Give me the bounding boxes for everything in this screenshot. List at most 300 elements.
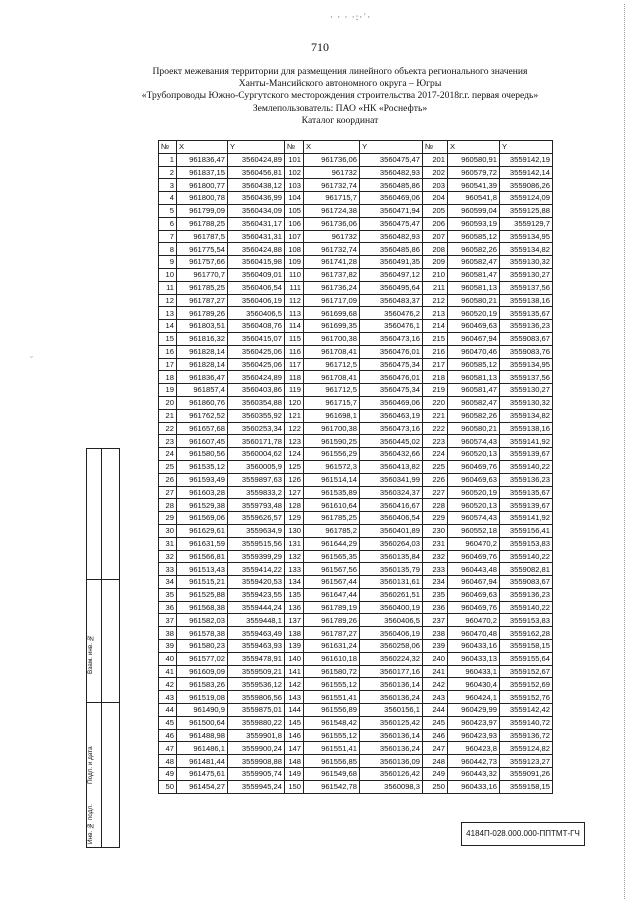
stamp-label-signature-date: Подп. и дата	[87, 746, 94, 784]
cell-y: 3559900,24	[228, 742, 285, 755]
cell-x: 961732,74	[304, 179, 360, 192]
cell-x: 961789,19	[304, 601, 360, 614]
cell-point-number: 230	[423, 524, 448, 537]
cell-x: 961787,27	[177, 294, 228, 307]
cell-x: 961578,38	[177, 627, 228, 640]
table-row	[159, 665, 553, 678]
title-line: Землепользователь: ПАО «НК «Роснефть»	[252, 102, 428, 114]
cell-y: 3560495,64	[360, 281, 423, 294]
cell-x: 960443,32	[448, 768, 500, 781]
cell-x: 961555,12	[304, 678, 360, 691]
cell-x: 961657,68	[177, 422, 228, 435]
cell-x: 960470,2	[448, 537, 500, 550]
cell-point-number: 2	[159, 166, 177, 179]
cell-y: 3560098,3	[360, 780, 423, 793]
cell-y: 3559414,22	[228, 563, 285, 576]
cell-y: 3559152,69	[500, 678, 553, 691]
cell-point-number: 106	[285, 217, 304, 230]
cell-x: 961486,1	[177, 742, 228, 755]
cell-point-number: 215	[423, 332, 448, 345]
cell-point-number: 245	[423, 716, 448, 729]
document-title	[60, 66, 620, 127]
cell-y: 3559158,15	[500, 640, 553, 653]
cell-y: 3560261,51	[360, 588, 423, 601]
cell-x: 961737,82	[304, 268, 360, 281]
cell-point-number: 37	[159, 614, 177, 627]
cell-y: 3560436,99	[228, 192, 285, 205]
cell-y: 3559420,53	[228, 576, 285, 589]
cell-x: 961515,21	[177, 576, 228, 589]
cell-point-number: 239	[423, 640, 448, 653]
cell-y: 3559135,67	[500, 486, 553, 499]
cell-x: 961556,29	[304, 448, 360, 461]
cell-y: 3559162,28	[500, 627, 553, 640]
table-row	[159, 371, 553, 384]
cell-point-number: 36	[159, 601, 177, 614]
cell-point-number: 226	[423, 473, 448, 486]
cell-point-number: 141	[285, 665, 304, 678]
cell-point-number: 228	[423, 499, 448, 512]
cell-point-number: 50	[159, 780, 177, 793]
cell-y: 3559152,76	[500, 691, 553, 704]
cell-x: 960433,13	[448, 652, 500, 665]
cell-point-number: 31	[159, 537, 177, 550]
cell-x: 960580,21	[448, 294, 500, 307]
cell-x: 961857,4	[177, 384, 228, 397]
cell-point-number: 131	[285, 537, 304, 550]
table-row	[159, 576, 553, 589]
cell-point-number: 144	[285, 704, 304, 717]
page-number: 710	[311, 40, 329, 54]
cell-point-number: 211	[423, 281, 448, 294]
cell-x: 961698,1	[304, 409, 360, 422]
cell-x: 961566,81	[177, 550, 228, 563]
cell-point-number: 118	[285, 371, 304, 384]
cell-point-number: 42	[159, 678, 177, 691]
cell-point-number: 203	[423, 179, 448, 192]
cell-point-number: 146	[285, 729, 304, 742]
cell-x: 961556,89	[304, 704, 360, 717]
cell-point-number: 1	[159, 153, 177, 166]
cell-x: 960469,76	[448, 550, 500, 563]
cell-x: 961607,45	[177, 435, 228, 448]
cell-y: 3560425,06	[228, 345, 285, 358]
cell-point-number: 240	[423, 652, 448, 665]
cell-point-number: 104	[285, 192, 304, 205]
cell-x: 961828,14	[177, 345, 228, 358]
cell-point-number: 105	[285, 204, 304, 217]
cell-y: 3560408,76	[228, 320, 285, 333]
document-code-stamp: 4184П-028.000.000-ППТМТ-ГЧ	[461, 822, 585, 846]
cell-point-number: 26	[159, 473, 177, 486]
cell-y: 3559142,42	[500, 704, 553, 717]
cell-y: 3559444,24	[228, 601, 285, 614]
cell-point-number: 212	[423, 294, 448, 307]
cell-y: 3560004,62	[228, 448, 285, 461]
cell-point-number: 15	[159, 332, 177, 345]
cell-x: 961787,5	[177, 230, 228, 243]
cell-y: 3559134,82	[500, 243, 553, 256]
cell-x: 960581,47	[448, 268, 500, 281]
cell-x: 960470,2	[448, 614, 500, 627]
cell-point-number: 44	[159, 704, 177, 717]
header-no: №	[423, 141, 448, 154]
table-row	[159, 422, 553, 435]
cell-x: 960424,1	[448, 691, 500, 704]
cell-y: 3560476,1	[360, 320, 423, 333]
cell-x: 961785,2	[304, 524, 360, 537]
cell-point-number: 238	[423, 627, 448, 640]
cell-y: 3559142,14	[500, 166, 553, 179]
cell-x: 960574,43	[448, 512, 500, 525]
cell-y: 3559142,19	[500, 153, 553, 166]
cell-x: 960430,4	[448, 678, 500, 691]
cell-x: 960520,19	[448, 486, 500, 499]
cell-y: 3559140,22	[500, 601, 553, 614]
cell-y: 3560475,34	[360, 358, 423, 371]
cell-y: 3559509,21	[228, 665, 285, 678]
cell-x: 961699,68	[304, 307, 360, 320]
cell-x: 961800,78	[177, 192, 228, 205]
cell-point-number: 142	[285, 678, 304, 691]
cell-point-number: 107	[285, 230, 304, 243]
table-row	[159, 460, 553, 473]
table-row	[159, 345, 553, 358]
header-y: Y	[500, 141, 553, 154]
cell-x: 961582,03	[177, 614, 228, 627]
cell-point-number: 27	[159, 486, 177, 499]
cell-point-number: 137	[285, 614, 304, 627]
cell-x: 960469,63	[448, 320, 500, 333]
cell-x: 961580,56	[177, 448, 228, 461]
cell-point-number: 102	[285, 166, 304, 179]
cell-x: 961816,32	[177, 332, 228, 345]
cell-y: 3560341,99	[360, 473, 423, 486]
cell-y: 3560409,01	[228, 268, 285, 281]
cell-y: 3560005,9	[228, 460, 285, 473]
table-row	[159, 563, 553, 576]
cell-y: 3559139,67	[500, 448, 553, 461]
header-y: Y	[360, 141, 423, 154]
table-row	[159, 742, 553, 755]
cell-x: 961500,64	[177, 716, 228, 729]
cell-x: 961629,61	[177, 524, 228, 537]
cell-y: 3559129,7	[500, 217, 553, 230]
cell-point-number: 43	[159, 691, 177, 704]
cell-point-number: 220	[423, 396, 448, 409]
cell-point-number: 4	[159, 192, 177, 205]
cell-x: 961551,41	[304, 691, 360, 704]
cell-y: 3559134,82	[500, 409, 553, 422]
table-row	[159, 166, 553, 179]
cell-point-number: 130	[285, 524, 304, 537]
table-row	[159, 448, 553, 461]
cell-x: 961481,44	[177, 755, 228, 768]
title-line: Ханты-Мансийского автономного округа – Югры	[238, 78, 442, 90]
cell-x: 961647,44	[304, 588, 360, 601]
cell-point-number: 246	[423, 729, 448, 742]
cell-x: 960585,12	[448, 230, 500, 243]
cell-y: 3559135,67	[500, 307, 553, 320]
cell-y: 3559875,01	[228, 704, 285, 717]
table-row	[159, 550, 553, 563]
cell-y: 3559130,27	[500, 384, 553, 397]
cell-point-number: 41	[159, 665, 177, 678]
cell-y: 3559140,22	[500, 550, 553, 563]
cell-point-number: 204	[423, 192, 448, 205]
table-row	[159, 396, 553, 409]
cell-x: 961775,54	[177, 243, 228, 256]
cell-y: 3559125,88	[500, 204, 553, 217]
stamp-label-inv-original: Инв. № подл.	[87, 804, 94, 844]
cell-x: 961699,35	[304, 320, 360, 333]
cell-y: 3560171,78	[228, 435, 285, 448]
cell-x: 961724,38	[304, 204, 360, 217]
cell-y: 3559155,64	[500, 652, 553, 665]
cell-x: 961567,44	[304, 576, 360, 589]
stamp-divider	[87, 579, 119, 580]
cell-x: 960467,94	[448, 332, 500, 345]
cell-point-number: 126	[285, 473, 304, 486]
cell-point-number: 138	[285, 627, 304, 640]
cell-x: 961593,49	[177, 473, 228, 486]
cell-x: 961736,24	[304, 281, 360, 294]
cell-point-number: 101	[285, 153, 304, 166]
cell-y: 3560424,88	[228, 243, 285, 256]
cell-x: 961828,14	[177, 358, 228, 371]
stamp-label-replaced-inv: Взам. инв. №	[87, 634, 94, 675]
cell-point-number: 232	[423, 550, 448, 563]
table-row	[159, 268, 553, 281]
cell-x: 960593,19	[448, 217, 500, 230]
cell-point-number: 109	[285, 256, 304, 269]
cell-y: 3560415,98	[228, 256, 285, 269]
cell-point-number: 14	[159, 320, 177, 333]
side-stamp-block	[86, 448, 120, 848]
cell-x: 961644,29	[304, 537, 360, 550]
cell-point-number: 235	[423, 588, 448, 601]
cell-point-number: 110	[285, 268, 304, 281]
cell-x: 960443,48	[448, 563, 500, 576]
cell-point-number: 242	[423, 678, 448, 691]
cell-y: 3559880,22	[228, 716, 285, 729]
cell-y: 3560415,07	[228, 332, 285, 345]
cell-x: 961454,27	[177, 780, 228, 793]
cell-x: 960433,1	[448, 665, 500, 678]
cell-point-number: 45	[159, 716, 177, 729]
cell-x: 960469,76	[448, 601, 500, 614]
cell-point-number: 222	[423, 422, 448, 435]
cell-y: 3559134,95	[500, 230, 553, 243]
cell-x: 961860,76	[177, 396, 228, 409]
cell-point-number: 217	[423, 358, 448, 371]
cell-x: 961583,26	[177, 678, 228, 691]
cell-y: 3559137,56	[500, 371, 553, 384]
cell-x: 961708,41	[304, 371, 360, 384]
table-row	[159, 307, 553, 320]
cell-point-number: 250	[423, 780, 448, 793]
cell-point-number: 25	[159, 460, 177, 473]
cell-y: 3560354,88	[228, 396, 285, 409]
title-line: Проект межевания территории для размещения линейного объекта регионального значения	[152, 66, 528, 77]
cell-point-number: 21	[159, 409, 177, 422]
cell-point-number: 28	[159, 499, 177, 512]
header-no: №	[159, 141, 177, 154]
cell-x: 960579,72	[448, 166, 500, 179]
cell-point-number: 18	[159, 371, 177, 384]
cell-x: 961836,47	[177, 371, 228, 384]
table-row	[159, 524, 553, 537]
table-row	[159, 230, 553, 243]
cell-x: 961736,06	[304, 217, 360, 230]
cell-point-number: 145	[285, 716, 304, 729]
cell-y: 3560416,67	[360, 499, 423, 512]
cell-point-number: 34	[159, 576, 177, 589]
cell-x: 960585,12	[448, 358, 500, 371]
cell-point-number: 123	[285, 435, 304, 448]
cell-y: 3560491,35	[360, 256, 423, 269]
cell-x: 961535,89	[304, 486, 360, 499]
cell-x: 961610,18	[304, 652, 360, 665]
cell-x: 961712,5	[304, 384, 360, 397]
cell-y: 3559140,72	[500, 716, 553, 729]
cell-y: 3560403,86	[228, 384, 285, 397]
cell-y: 3560355,92	[228, 409, 285, 422]
cell-y: 3559905,74	[228, 768, 285, 781]
cell-y: 3560406,54	[228, 281, 285, 294]
cell-x: 960552,18	[448, 524, 500, 537]
cell-x: 961712,5	[304, 358, 360, 371]
cell-x: 961789,26	[304, 614, 360, 627]
cell-x: 961572,3	[304, 460, 360, 473]
cell-y: 3560471,94	[360, 204, 423, 217]
cell-point-number: 124	[285, 448, 304, 461]
cell-x: 961732,74	[304, 243, 360, 256]
cell-point-number: 207	[423, 230, 448, 243]
cell-x: 961535,12	[177, 460, 228, 473]
table-row	[159, 486, 553, 499]
table-row	[159, 192, 553, 205]
cell-y: 3559138,16	[500, 422, 553, 435]
table-body	[159, 153, 553, 793]
cell-y: 3560406,5	[360, 614, 423, 627]
cell-y: 3560264,03	[360, 537, 423, 550]
cell-point-number: 32	[159, 550, 177, 563]
table-row	[159, 473, 553, 486]
cell-y: 3559153,83	[500, 537, 553, 550]
cell-y: 3560406,19	[228, 294, 285, 307]
table-row	[159, 153, 553, 166]
cell-point-number: 121	[285, 409, 304, 422]
cell-y: 3560482,93	[360, 230, 423, 243]
cell-x: 961757,66	[177, 256, 228, 269]
cell-y: 3560497,12	[360, 268, 423, 281]
cell-x: 961565,35	[304, 550, 360, 563]
cell-x: 961529,38	[177, 499, 228, 512]
cell-x: 961732	[304, 166, 360, 179]
cell-y: 3560136,14	[360, 729, 423, 742]
cell-point-number: 22	[159, 422, 177, 435]
table-row	[159, 384, 553, 397]
cell-x: 961788,25	[177, 217, 228, 230]
cell-y: 3559130,32	[500, 396, 553, 409]
cell-point-number: 234	[423, 576, 448, 589]
cell-y: 3559945,24	[228, 780, 285, 793]
cell-point-number: 10	[159, 268, 177, 281]
cell-y: 3559158,15	[500, 780, 553, 793]
table-row	[159, 640, 553, 653]
table-row	[159, 601, 553, 614]
cell-point-number: 46	[159, 729, 177, 742]
cell-x: 961590,25	[304, 435, 360, 448]
cell-y: 3560476,01	[360, 371, 423, 384]
cell-y: 3560258,06	[360, 640, 423, 653]
cell-point-number: 208	[423, 243, 448, 256]
cell-x: 960433,16	[448, 640, 500, 653]
cell-point-number: 17	[159, 358, 177, 371]
cell-y: 3560425,06	[228, 358, 285, 371]
cell-y: 3559082,81	[500, 563, 553, 576]
cell-point-number: 227	[423, 486, 448, 499]
cell-point-number: 206	[423, 217, 448, 230]
cell-x: 960582,47	[448, 256, 500, 269]
cell-point-number: 213	[423, 307, 448, 320]
cell-point-number: 8	[159, 243, 177, 256]
cell-y: 3559130,32	[500, 256, 553, 269]
cell-y: 3559626,57	[228, 512, 285, 525]
cell-x: 961700,38	[304, 332, 360, 345]
cell-y: 3560406,54	[360, 512, 423, 525]
cell-x: 960520,13	[448, 499, 500, 512]
cell-point-number: 218	[423, 371, 448, 384]
table-row	[159, 320, 553, 333]
cell-point-number: 35	[159, 588, 177, 601]
cell-point-number: 216	[423, 345, 448, 358]
cell-x: 961715,7	[304, 396, 360, 409]
table-row	[159, 678, 553, 691]
cell-y: 3559134,95	[500, 358, 553, 371]
cell-y: 3560434,09	[228, 204, 285, 217]
cell-point-number: 243	[423, 691, 448, 704]
cell-x: 960599,04	[448, 204, 500, 217]
cell-point-number: 20	[159, 396, 177, 409]
cell-y: 3560431,17	[228, 217, 285, 230]
cell-y: 3560456,81	[228, 166, 285, 179]
cell-x: 960433,16	[448, 780, 500, 793]
cell-x: 961569,06	[177, 512, 228, 525]
table-row	[159, 179, 553, 192]
cell-y: 3560413,82	[360, 460, 423, 473]
cell-point-number: 30	[159, 524, 177, 537]
cell-x: 961836,47	[177, 153, 228, 166]
cell-x: 961732	[304, 230, 360, 243]
cell-y: 3559083,67	[500, 332, 553, 345]
cell-y: 3560126,42	[360, 768, 423, 781]
cell-point-number: 48	[159, 755, 177, 768]
cell-point-number: 38	[159, 627, 177, 640]
table-row	[159, 204, 553, 217]
header-x: X	[448, 141, 500, 154]
cell-point-number: 214	[423, 320, 448, 333]
cell-y: 3559136,23	[500, 473, 553, 486]
cell-y: 3559399,29	[228, 550, 285, 563]
header-x: X	[304, 141, 360, 154]
cell-y: 3560485,86	[360, 179, 423, 192]
cell-x: 961568,38	[177, 601, 228, 614]
cell-y: 3560253,34	[228, 422, 285, 435]
cell-y: 3560431,31	[228, 230, 285, 243]
cell-point-number: 244	[423, 704, 448, 717]
